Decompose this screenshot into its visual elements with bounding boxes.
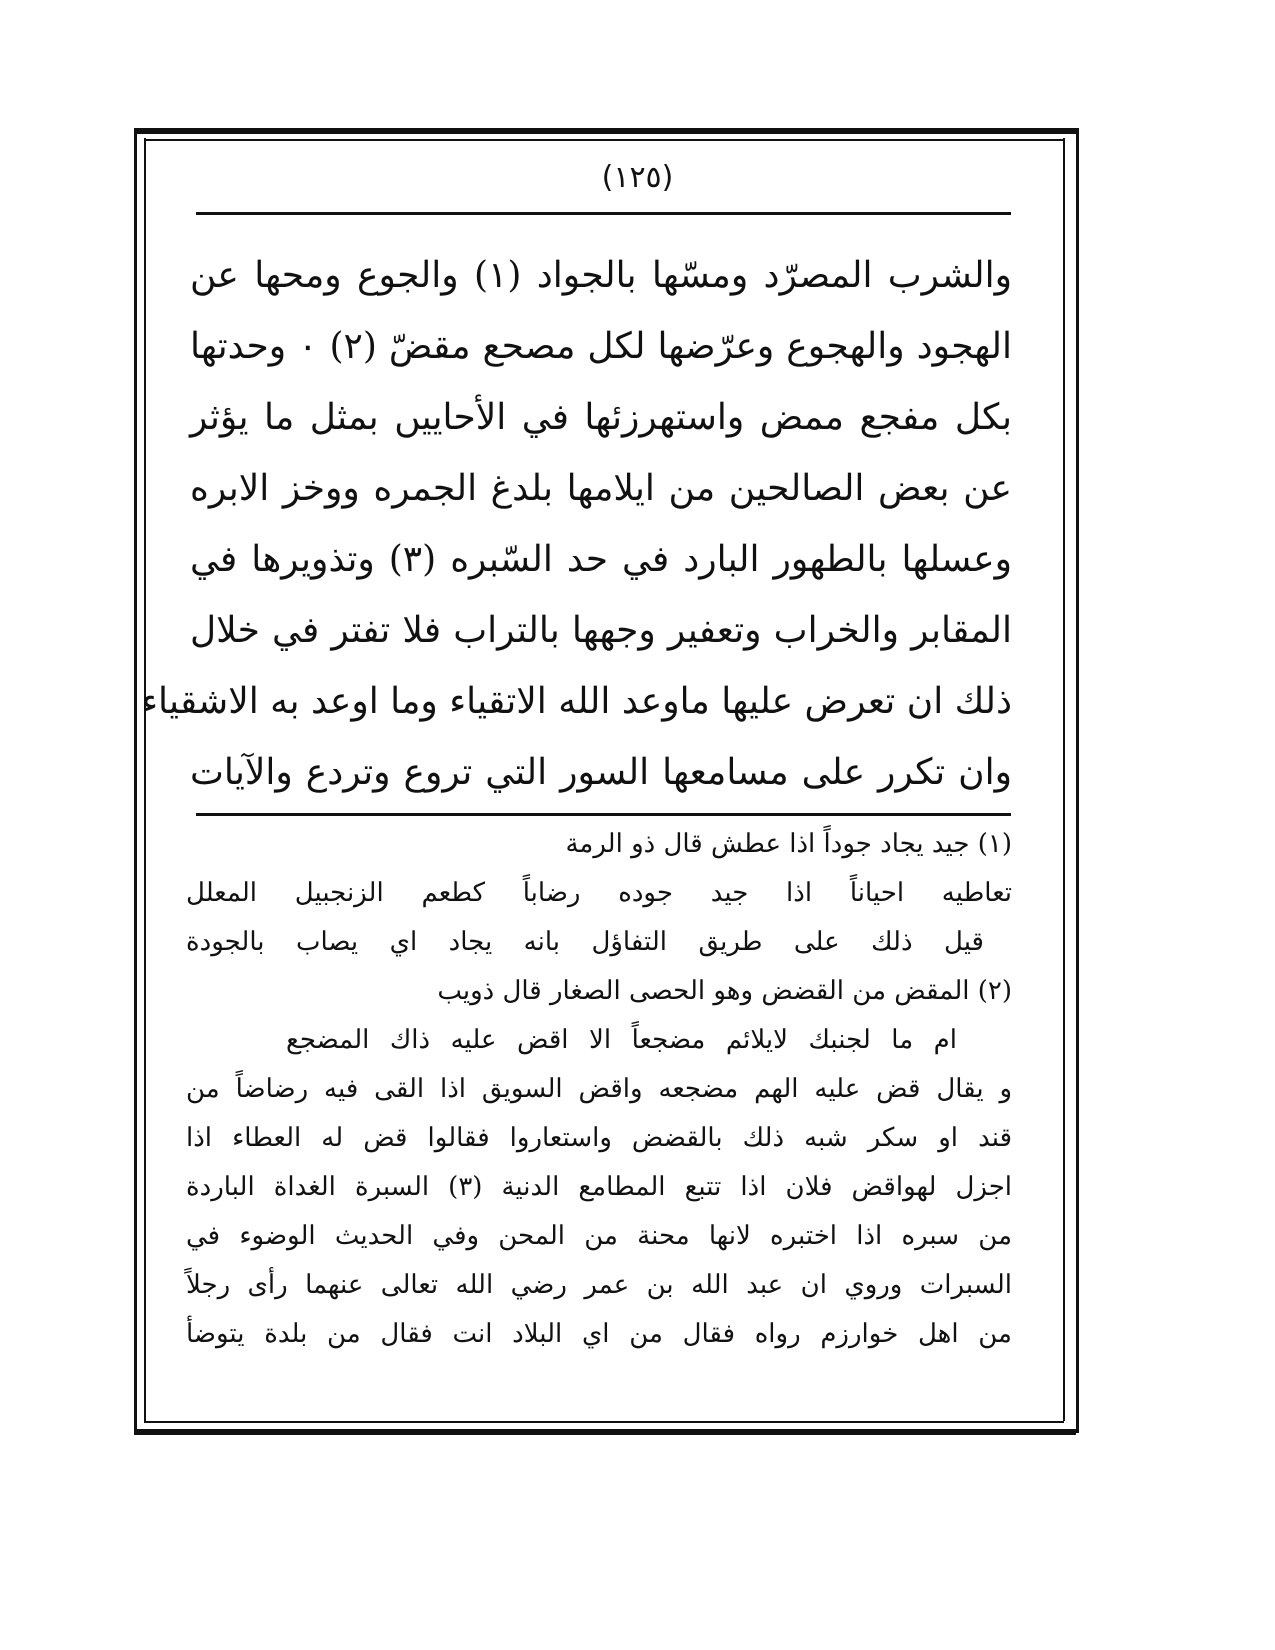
page-number: (١٢٥) xyxy=(601,160,674,195)
footnote-line: (١) جيد يجاد جوداً اذا عطش قال ذو الرمة xyxy=(565,829,1012,859)
footnote-line: السبرات وروي ان عبد الله بن عمر رضي الله تعالى عنهما رأى رجلاً xyxy=(186,1270,1012,1300)
footnote-line: قند او سكر شبه ذلك بالقضض واستعاروا فقالوا قض له العطاء اذا xyxy=(186,1123,1012,1153)
footnote-line: من اهل خوارزم رواه فقال من اي البلاد انت فقال من بلدة يتوضأ xyxy=(186,1319,1012,1349)
footnote-line: قيل ذلك على طريق التفاؤل بانه يجاد اي يصاب بالجودة xyxy=(186,927,984,957)
body-line: الهجود والهجوع وعرّضها لكل مصحع مقضّ (٢) ٠ وحدتها xyxy=(190,326,1012,367)
body-line: وعسلها بالطهور البارد في حد السّبره (٣) وتذويرها في xyxy=(190,539,1012,580)
body-line: والشرب المصرّد ومسّها بالجواد (١) والجوع ومحها عن xyxy=(190,255,1012,296)
body-line: ذلك ان تعرض عليها ماوعد الله الاتقياء وما اوعد به الاشقياء xyxy=(141,681,1012,722)
frame-bottom-rule-thick xyxy=(134,1429,1076,1435)
header-divider xyxy=(196,212,1011,215)
footnotes-block xyxy=(186,820,1012,1359)
footnote-line: اجزل لهواقض فلان اذا تتبع المطامع الدنية (٣) السبرة الغداة الباردة xyxy=(186,1172,1012,1202)
body-line: بكل مفجع ممض واستهرزئها في الأحاييں بمثل ما يؤثر xyxy=(190,397,1012,438)
body-line: وان تكرر على مسامعها السور التي تروع وتردع والآيات xyxy=(190,752,1012,793)
footnote-line: (٢) المقض من القضض وهو الحصى الصغار قال ذويب xyxy=(437,976,1012,1006)
footnote-line: تعاطيه احياناً اذا جيد جوده رضاباً كطعم الزنجبيل المعلل xyxy=(186,878,1012,908)
body-line: عن بعض الصالحين من ايلامها بلدغ الجمره ووخز الابره xyxy=(190,468,1012,509)
footnote-line: من سبره اذا اختبره لانها محنة من المحن وفي الحديث الوضوء في xyxy=(186,1221,1012,1251)
footnote-divider xyxy=(196,813,1011,816)
frame-bottom-rule-thin xyxy=(144,1421,1064,1423)
footnote-line: و يقال قض عليه الهم مضجعه واقض السويق اذا القى فيه رضاضاً من xyxy=(186,1074,1012,1104)
main-text-block xyxy=(141,240,1012,808)
body-line: المقابر والخراب وتعفير وجهها بالتراب فلا تفتر في خلال xyxy=(190,610,1012,651)
footnote-verse-line: ام ما لجنبك لايلائم مضجعاً الا اقض عليه ذاك المضجع xyxy=(286,1025,957,1055)
